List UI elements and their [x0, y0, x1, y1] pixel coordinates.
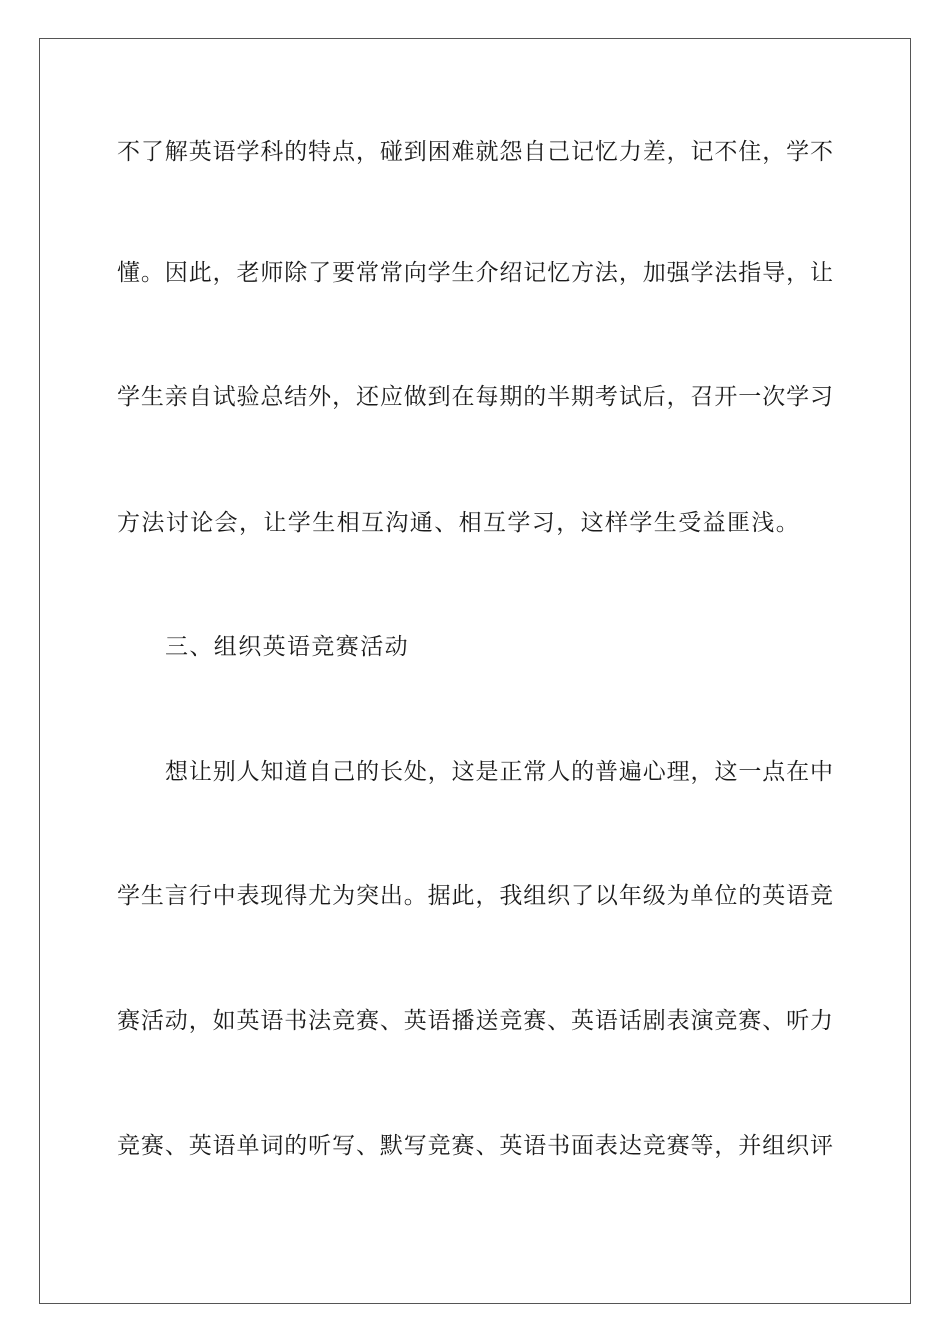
text-line-2: 懂。因此，老师除了要常常向学生介绍记忆方法，加强学法指导，让: [117, 260, 833, 286]
paragraph-line-1: 想让别人知道自己的长处，这是正常人的普遍心理，这一点在中: [165, 759, 833, 785]
paragraph-line-4: 竞赛、英语单词的听写、默写竞赛、英语书面表达竞赛等，并组织评: [117, 1133, 833, 1159]
text-line-4: 方法讨论会，让学生相互沟通、相互学习，这样学生受益匪浅。: [117, 510, 801, 536]
text-line-3: 学生亲自试验总结外，还应做到在每期的半期考试后，召开一次学习: [117, 384, 833, 410]
section-heading: 三、组织英语竞赛活动: [165, 634, 409, 660]
paragraph-line-3: 赛活动，如英语书法竞赛、英语播送竞赛、英语话剧表演竞赛、听力: [117, 1008, 833, 1034]
paragraph-line-2: 学生言行中表现得尤为突出。据此，我组织了以年级为单位的英语竞: [117, 883, 833, 909]
page-frame: [39, 38, 911, 1304]
text-line-1: 不了解英语学科的特点，碰到困难就怨自己记忆力差，记不住，学不: [117, 139, 833, 165]
